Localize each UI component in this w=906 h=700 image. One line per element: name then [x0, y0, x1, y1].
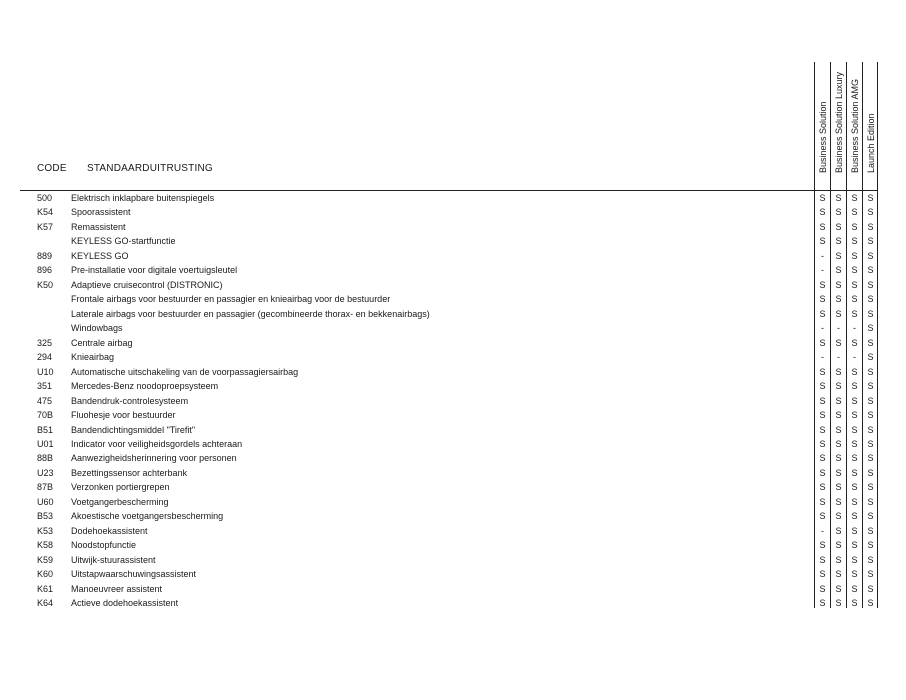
- availability-cell: S: [867, 569, 874, 580]
- column-header-business-solution-luxury: [830, 43, 847, 173]
- availability-cell: S: [819, 496, 826, 507]
- option-description: Automatische uitschakeling van de voorpassagiersairbag: [71, 366, 299, 377]
- option-description: Bandendichtingsmiddel "Tirefit": [71, 424, 196, 435]
- availability-cell: S: [819, 308, 826, 319]
- availability-cell: S: [851, 221, 858, 232]
- option-code: K60: [37, 569, 54, 580]
- availability-cell: -: [853, 352, 856, 363]
- table-row: [0, 466, 906, 480]
- availability-cell: S: [867, 207, 874, 218]
- availability-cell: S: [851, 193, 858, 203]
- table-row: [0, 582, 906, 596]
- availability-cell: -: [821, 525, 824, 536]
- availability-cell: S: [867, 525, 874, 536]
- availability-cell: S: [835, 265, 842, 276]
- availability-cell: S: [819, 453, 826, 464]
- option-description: Centrale airbag: [71, 337, 133, 348]
- option-description: Bezettingssensor achterbank: [71, 467, 188, 478]
- availability-cell: S: [851, 482, 858, 493]
- table-row: [0, 292, 906, 306]
- availability-cell: S: [851, 410, 858, 421]
- availability-cell: S: [819, 598, 826, 609]
- table-row: [0, 509, 906, 523]
- availability-cell: S: [819, 294, 826, 305]
- column-header-launch-edition: [862, 43, 879, 173]
- availability-cell: S: [835, 207, 842, 218]
- availability-cell: S: [819, 569, 826, 580]
- availability-cell: S: [867, 453, 874, 464]
- availability-cell: S: [835, 381, 842, 392]
- availability-cell: S: [835, 467, 842, 478]
- availability-cell: S: [819, 438, 826, 449]
- option-description: KEYLESS GO-startfunctie: [71, 236, 176, 247]
- table-row: [0, 350, 906, 364]
- availability-cell: S: [835, 395, 842, 406]
- availability-cell: S: [835, 221, 842, 232]
- availability-cell: S: [851, 554, 858, 565]
- availability-cell: S: [867, 352, 874, 363]
- availability-cell: S: [835, 583, 842, 594]
- availability-cell: S: [851, 265, 858, 276]
- availability-cell: S: [851, 569, 858, 580]
- option-code: 896: [37, 265, 53, 276]
- option-description: Voetgangerbescherming: [71, 496, 169, 507]
- option-code: U23: [37, 467, 54, 478]
- option-description: Knieairbag: [71, 352, 115, 363]
- availability-cell: S: [867, 410, 874, 421]
- option-description: Aanwezigheidsherinnering voor personen: [71, 453, 237, 464]
- availability-cell: -: [821, 265, 824, 276]
- availability-cell: S: [867, 337, 874, 348]
- option-description: Laterale airbags voor bestuurder en passagier (gecombineerde thorax- en bekkenairbags): [71, 308, 430, 319]
- availability-cell: S: [835, 294, 842, 305]
- option-code: 294: [37, 352, 53, 363]
- column-header-label: Launch Edition: [865, 113, 876, 173]
- option-description: Adaptieve cruisecontrol (DISTRONIC): [71, 279, 223, 290]
- option-code: U01: [37, 438, 54, 449]
- option-code: K50: [37, 279, 54, 290]
- table-row: [0, 553, 906, 567]
- availability-cell: S: [835, 482, 842, 493]
- availability-cell: S: [851, 250, 858, 261]
- option-description: Elektrisch inklapbare buitenspiegels: [71, 193, 215, 203]
- option-description: Windowbags: [71, 323, 123, 334]
- table-row: [0, 278, 906, 292]
- header-equipment-label: STANDAARDUITRUSTING: [87, 163, 213, 174]
- availability-cell: S: [851, 381, 858, 392]
- column-header-business-solution-amg: [846, 43, 863, 173]
- availability-cell: -: [821, 323, 824, 334]
- option-description: Fluohesje voor bestuurder: [71, 410, 176, 421]
- availability-cell: S: [867, 308, 874, 319]
- table-row: [0, 234, 906, 248]
- availability-cell: S: [835, 424, 842, 435]
- availability-cell: S: [851, 366, 858, 377]
- option-description: Actieve dodehoekassistent: [71, 598, 179, 609]
- option-code: B53: [37, 511, 54, 522]
- availability-cell: S: [819, 424, 826, 435]
- availability-cell: -: [837, 323, 840, 334]
- table-row: [0, 205, 906, 219]
- availability-cell: S: [835, 453, 842, 464]
- option-description: Uitstapwaarschuwingsassistent: [71, 569, 197, 580]
- table-row: [0, 365, 906, 379]
- table-row: [0, 451, 906, 465]
- table-row: [0, 249, 906, 263]
- availability-cell: S: [819, 467, 826, 478]
- availability-cell: -: [837, 352, 840, 363]
- availability-cell: S: [867, 236, 874, 247]
- availability-cell: S: [851, 337, 858, 348]
- availability-cell: S: [835, 511, 842, 522]
- table-row: [0, 480, 906, 494]
- table-row: [0, 423, 906, 437]
- availability-cell: S: [835, 410, 842, 421]
- option-description: Frontale airbags voor bestuurder en passagier en knieairbag voor de bestuurder: [71, 294, 391, 305]
- availability-cell: S: [867, 554, 874, 565]
- availability-cell: S: [819, 207, 826, 218]
- option-code: 475: [37, 395, 53, 406]
- option-description: Akoestische voetgangersbescherming: [71, 511, 224, 522]
- availability-cell: S: [867, 366, 874, 377]
- option-description: Verzonken portiergrepen: [71, 482, 170, 493]
- option-code: 70B: [37, 410, 54, 421]
- availability-cell: S: [835, 366, 842, 377]
- availability-cell: S: [867, 381, 874, 392]
- table-row: [0, 437, 906, 451]
- availability-cell: S: [819, 511, 826, 522]
- table-row: [0, 495, 906, 509]
- option-description: Remassistent: [71, 221, 126, 232]
- availability-cell: S: [819, 236, 826, 247]
- option-description: Uitwijk-stuurassistent: [71, 554, 156, 565]
- table-row: [0, 408, 906, 422]
- table-row: [0, 596, 906, 610]
- availability-cell: S: [835, 250, 842, 261]
- availability-cell: S: [819, 554, 826, 565]
- header-code-label: CODE: [37, 163, 67, 174]
- availability-cell: S: [819, 366, 826, 377]
- availability-cell: S: [835, 438, 842, 449]
- availability-cell: S: [867, 424, 874, 435]
- option-code: 500: [37, 193, 53, 203]
- availability-cell: S: [851, 598, 858, 609]
- option-code: K59: [37, 554, 54, 565]
- availability-cell: -: [853, 323, 856, 334]
- availability-cell: S: [867, 265, 874, 276]
- availability-cell: S: [867, 294, 874, 305]
- table-row: [0, 538, 906, 552]
- option-code: K64: [37, 598, 54, 609]
- availability-cell: S: [867, 598, 874, 609]
- availability-cell: S: [867, 279, 874, 290]
- availability-cell: S: [851, 453, 858, 464]
- availability-cell: S: [867, 511, 874, 522]
- availability-cell: S: [835, 337, 842, 348]
- option-description: Manoeuvreer assistent: [71, 583, 163, 594]
- availability-cell: S: [851, 424, 858, 435]
- option-description: Mercedes-Benz noodoproepsysteem: [71, 381, 219, 392]
- option-code: U10: [37, 366, 54, 377]
- availability-cell: S: [835, 598, 842, 609]
- availability-cell: S: [819, 279, 826, 290]
- table-row: [0, 394, 906, 408]
- availability-cell: S: [819, 337, 826, 348]
- availability-cell: S: [819, 410, 826, 421]
- table-row: [0, 307, 906, 321]
- availability-cell: S: [867, 467, 874, 478]
- option-code: K53: [37, 525, 54, 536]
- availability-cell: S: [851, 207, 858, 218]
- option-code: 88B: [37, 453, 54, 464]
- availability-cell: S: [867, 193, 874, 203]
- availability-cell: S: [835, 569, 842, 580]
- availability-cell: S: [867, 482, 874, 493]
- availability-cell: S: [851, 525, 858, 536]
- option-description: KEYLESS GO: [71, 250, 129, 261]
- option-description: Bandendruk-controlesysteem: [71, 395, 189, 406]
- availability-cell: S: [819, 395, 826, 406]
- option-description: Spoorassistent: [71, 207, 131, 218]
- table-row: [0, 567, 906, 581]
- availability-cell: S: [851, 438, 858, 449]
- availability-cell: S: [835, 308, 842, 319]
- availability-cell: S: [819, 193, 826, 203]
- table-row: [0, 524, 906, 538]
- availability-cell: S: [851, 540, 858, 551]
- option-code: U60: [37, 496, 54, 507]
- availability-cell: S: [867, 540, 874, 551]
- availability-cell: S: [851, 511, 858, 522]
- availability-cell: S: [867, 221, 874, 232]
- option-code: K58: [37, 540, 54, 551]
- option-code: K61: [37, 583, 54, 594]
- availability-cell: S: [835, 525, 842, 536]
- option-description: Pre-installatie voor digitale voertuigsleutel: [71, 265, 238, 276]
- availability-cell: S: [851, 294, 858, 305]
- option-code: 87B: [37, 482, 54, 493]
- option-code: 889: [37, 250, 53, 261]
- availability-cell: S: [819, 540, 826, 551]
- availability-cell: S: [819, 583, 826, 594]
- availability-cell: S: [835, 236, 842, 247]
- availability-cell: S: [851, 496, 858, 507]
- availability-cell: S: [819, 381, 826, 392]
- availability-cell: S: [867, 395, 874, 406]
- availability-cell: S: [851, 467, 858, 478]
- availability-cell: S: [835, 279, 842, 290]
- option-description: Dodehoekassistent: [71, 525, 148, 536]
- option-description: Noodstopfunctie: [71, 540, 137, 551]
- availability-cell: S: [867, 496, 874, 507]
- availability-cell: -: [821, 352, 824, 363]
- availability-cell: -: [821, 250, 824, 261]
- option-code: 351: [37, 381, 53, 392]
- availability-cell: S: [851, 279, 858, 290]
- option-code: 325: [37, 337, 53, 348]
- table-row: [0, 321, 906, 335]
- availability-cell: S: [851, 395, 858, 406]
- table-row: [0, 191, 906, 205]
- availability-cell: S: [819, 221, 826, 232]
- availability-cell: S: [867, 323, 874, 334]
- table-row: [0, 336, 906, 350]
- availability-cell: S: [835, 496, 842, 507]
- option-code: K57: [37, 221, 54, 232]
- table-row: [0, 263, 906, 277]
- option-code: B51: [37, 424, 54, 435]
- column-header-business-solution: [814, 43, 831, 173]
- availability-cell: S: [835, 540, 842, 551]
- column-header-label: Business Solution Luxury: [833, 71, 844, 173]
- availability-cell: S: [835, 554, 842, 565]
- availability-cell: S: [867, 250, 874, 261]
- availability-cell: S: [819, 482, 826, 493]
- availability-cell: S: [835, 193, 842, 203]
- column-header-label: Business Solution AMG: [849, 78, 860, 173]
- availability-cell: S: [851, 236, 858, 247]
- table-row: [0, 220, 906, 234]
- availability-cell: S: [851, 583, 858, 594]
- availability-cell: S: [867, 583, 874, 594]
- option-code: K54: [37, 207, 54, 218]
- availability-cell: S: [851, 308, 858, 319]
- column-header-label: Business Solution: [817, 101, 828, 173]
- table-row: [0, 379, 906, 393]
- equipment-table: [0, 191, 906, 611]
- availability-cell: S: [867, 438, 874, 449]
- option-description: Indicator voor veiligheidsgordels achteraan: [71, 438, 243, 449]
